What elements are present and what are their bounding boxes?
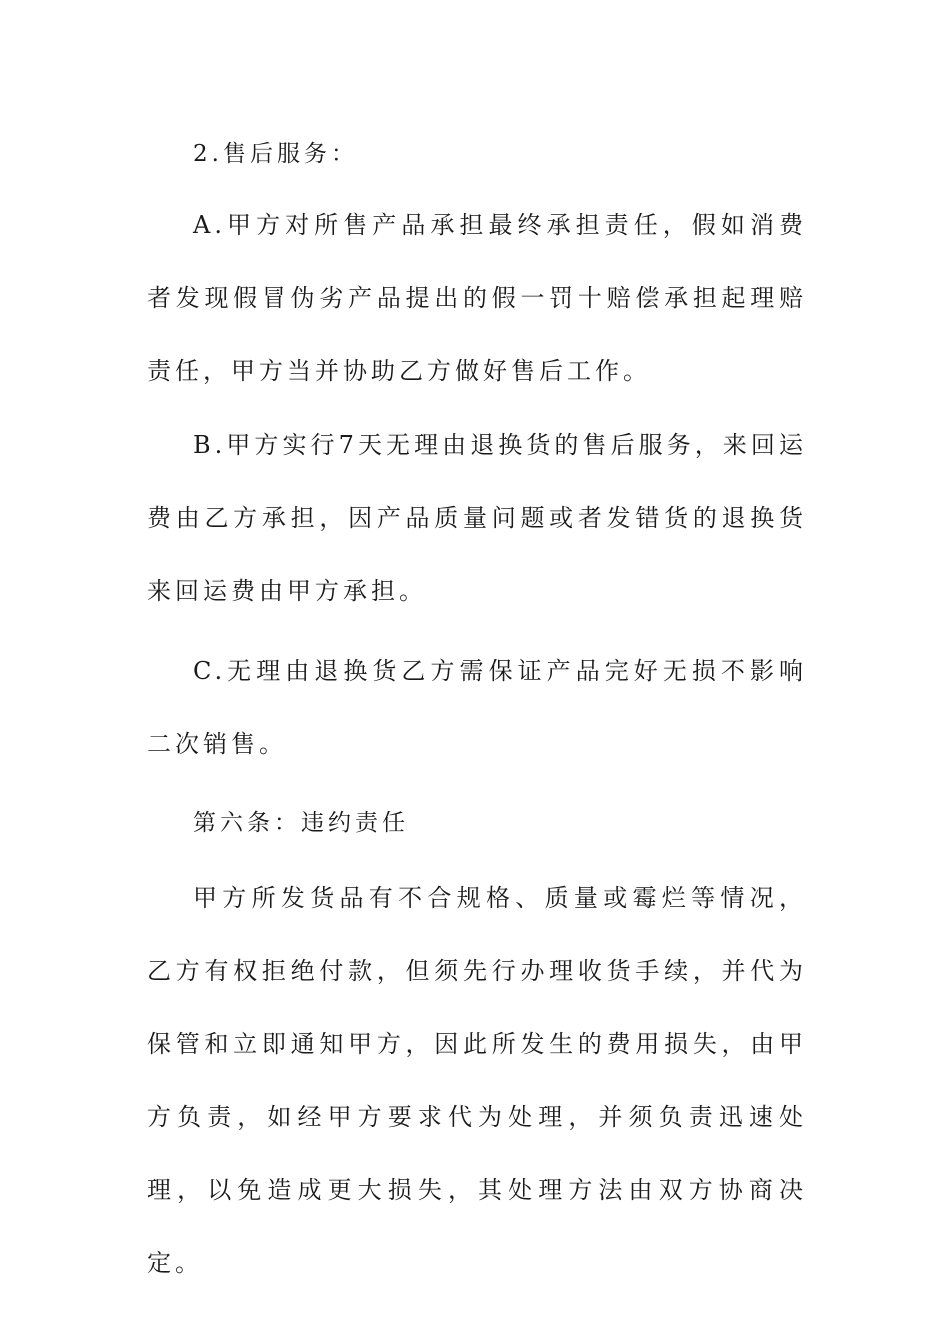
- clause-a-paragraph: A.甲方对所售产品承担最终承担责任，假如消费者发现假冒伪劣产品提出的假一罚十赔偿承担起理赔责任，甲方当并协助乙方做好售后工作。: [147, 211, 807, 385]
- breach-liability-paragraph: 甲方所发货品有不合规格、质量或霉烂等情况，乙方有权拒绝付款，但须先行办理收货手续，并代为保管和立即通知甲方，因此所发生的费用损失，由甲方负责，如经甲方要求代为处理，并须负责迅速处理，以免造成更大损失，其处理方法由双方协商决定。: [147, 884, 807, 1277]
- article-title-breach-liability: 第六条：违约责任: [193, 810, 409, 836]
- section-title-after-sales: 2.售后服务：: [193, 141, 358, 167]
- clause-b-paragraph: B.甲方实行7天无理由退换货的售后服务，来回运费由乙方承担，因产品质量问题或者发错货的退换货来回运费由甲方承担。: [147, 431, 807, 605]
- clause-c-paragraph: C.无理由退换货乙方需保证产品完好无损不影响二次销售。: [147, 657, 807, 758]
